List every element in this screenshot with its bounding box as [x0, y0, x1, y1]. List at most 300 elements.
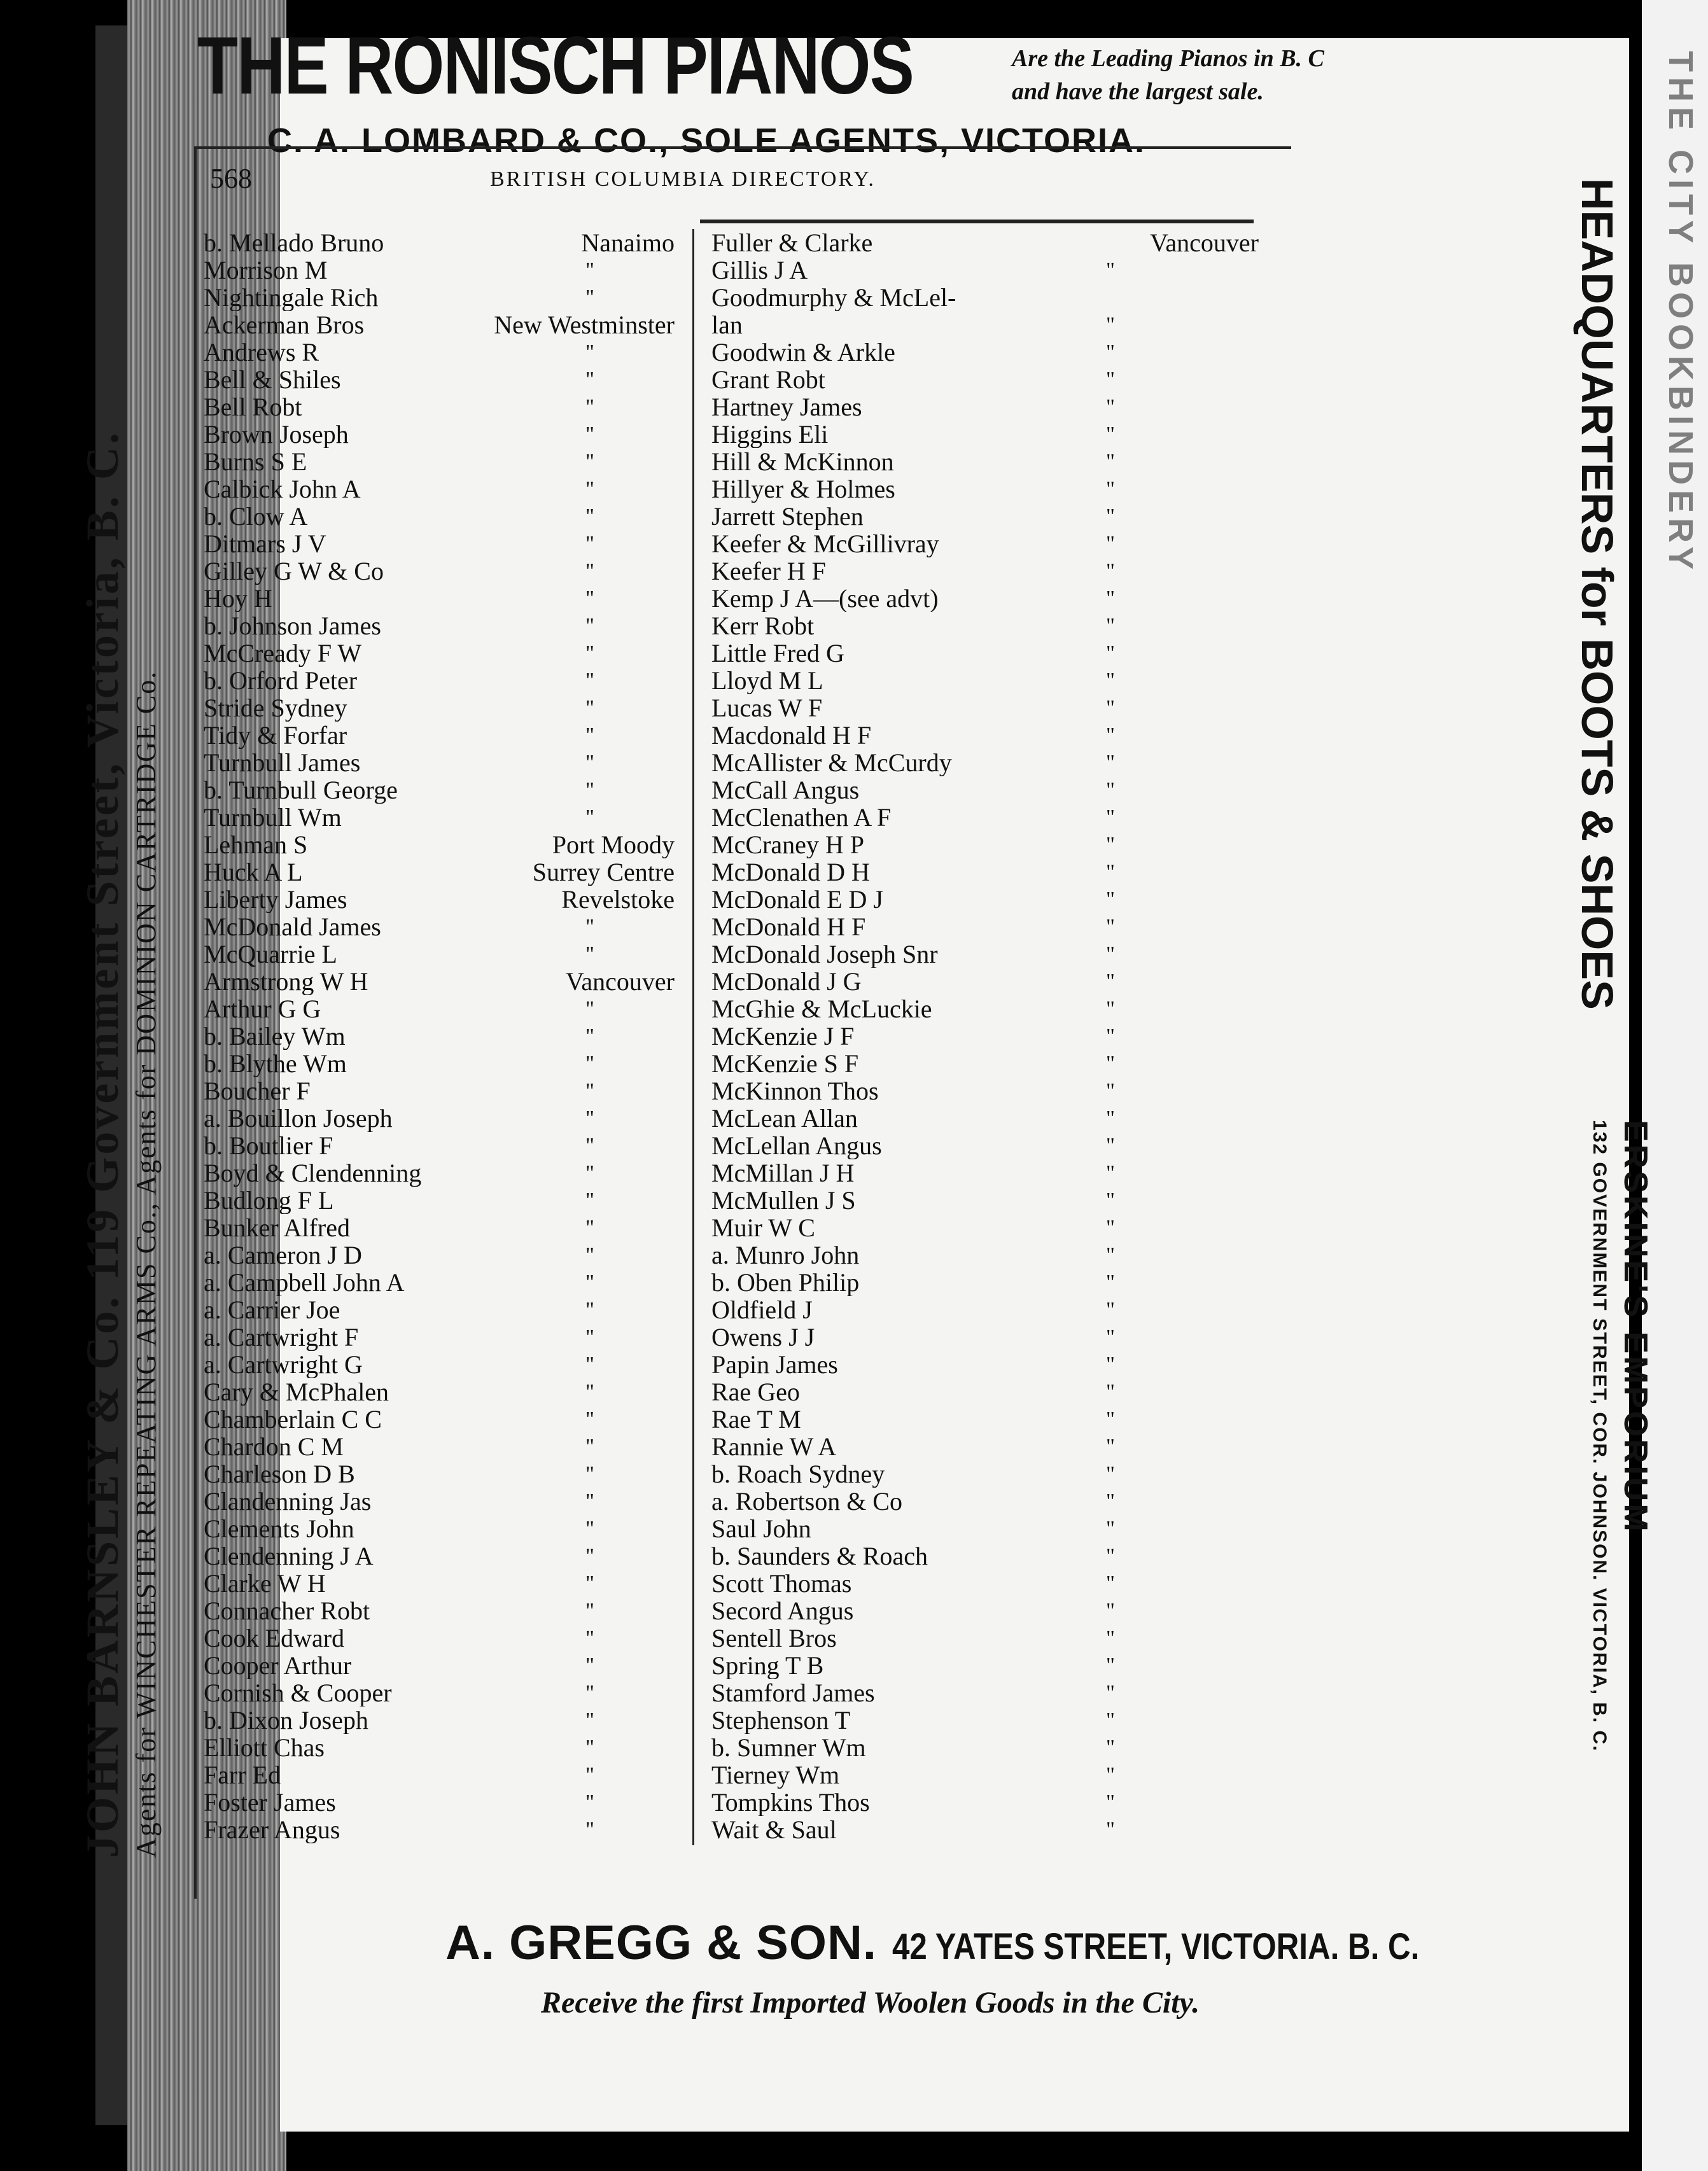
entry-city: ": [585, 1818, 594, 1841]
entry-name: Lucas W F: [711, 694, 823, 722]
entry-name: Bunker Alfred: [204, 1214, 350, 1241]
entry-city: ": [585, 723, 594, 747]
entry-city: ": [1106, 696, 1115, 720]
left-margin-advertisement: [76, 172, 229, 1858]
directory-entry: [711, 1214, 1259, 1241]
entry-name: McDonald H F: [711, 913, 866, 940]
directory-entry: [204, 1077, 675, 1105]
entry-city: ": [585, 942, 594, 966]
directory-entry: [711, 722, 1259, 749]
erskine-emporium-address: 132 GOVERNMENT STREET, COR. JOHNSON. VICTORIA, B. C.: [1589, 1120, 1610, 1752]
entry-city: ": [585, 422, 594, 446]
entry-name: Lehman S: [204, 831, 308, 858]
entry-name: Muir W C: [711, 1214, 815, 1241]
entry-city: ": [585, 1298, 594, 1322]
entry-name: McCall Angus: [711, 776, 860, 804]
entry-name: Clements John: [204, 1515, 354, 1542]
directory-entry: [711, 1023, 1259, 1050]
entry-city: ": [1106, 1490, 1115, 1513]
directory-entry: [204, 639, 675, 667]
entry-city: ": [1106, 1572, 1115, 1595]
entry-name: Cornish & Cooper: [204, 1679, 392, 1707]
adjacent-page-text: THE CITY BOOKBINDERY: [1662, 51, 1700, 575]
directory-entry: [711, 913, 1259, 940]
barnsley-ad-line-2: Agents for WINCHESTER REPEATING ARMS Co., Agents for DOMINION CARTRIDGE Co.: [130, 670, 162, 1858]
entry-name: Liberty James: [204, 886, 347, 913]
entry-name: Turnbull James: [204, 749, 361, 776]
directory-entry: [711, 1515, 1259, 1542]
directory-entry: [204, 311, 675, 339]
barnsley-ad-line-1: JOHN BARNSLEY & Co. 119 Government Street, Victoria, B. C.: [77, 430, 128, 1858]
entry-city: ": [585, 1736, 594, 1759]
entry-name: Little Fred G: [711, 639, 844, 667]
directory-entry: [711, 1187, 1259, 1214]
directory-entry: [711, 1159, 1259, 1187]
entry-city: ": [585, 696, 594, 720]
gregg-firm-name: A. GREGG & SON.: [445, 1916, 877, 1970]
directory-entry: [204, 1570, 675, 1597]
directory-entry: [204, 1707, 675, 1734]
entry-city: ": [585, 1243, 594, 1267]
directory-entry: [204, 475, 675, 503]
directory-entry: [204, 940, 675, 968]
entry-name: Burns S E: [204, 448, 307, 475]
entry-name: a. Bouillon Joseph: [204, 1105, 393, 1132]
entry-name: Arthur G G: [204, 995, 321, 1023]
entry-name: McDonald D H: [711, 858, 870, 886]
directory-entry: [711, 1296, 1259, 1323]
entry-city: ": [1106, 1708, 1115, 1732]
directory-entry: [204, 1132, 675, 1159]
entry-city: ": [1106, 997, 1115, 1021]
entry-city: ": [585, 1024, 594, 1048]
entry-name: Papin James: [711, 1351, 838, 1378]
entry-name: McDonald James: [204, 913, 381, 940]
entry-name: Oldfield J: [711, 1296, 813, 1323]
directory-entry: [204, 1023, 675, 1050]
entry-city: ": [1106, 1654, 1115, 1677]
entry-city: ": [1106, 1736, 1115, 1759]
directory-entry: [204, 503, 675, 530]
page-number: 568: [210, 163, 252, 194]
entry-city: ": [1106, 1024, 1115, 1048]
directory-entry: [204, 421, 675, 448]
entry-name: McGhie & McLuckie: [711, 995, 932, 1023]
entry-city: ": [1106, 1599, 1115, 1623]
entry-city: ": [585, 1517, 594, 1540]
entry-city: ": [585, 669, 594, 692]
entry-name: Tompkins Thos: [711, 1789, 870, 1816]
entry-name: b. Boutlier F: [204, 1132, 333, 1159]
entry-city: ": [585, 477, 594, 501]
directory-entry: [711, 995, 1259, 1023]
directory-entry: [204, 1159, 675, 1187]
entry-name: McLellan Angus: [711, 1132, 882, 1159]
entry-city: ": [585, 532, 594, 555]
entry-city: ": [585, 1407, 594, 1431]
directory-entry: [711, 1761, 1259, 1789]
directory-entry: [204, 557, 675, 585]
entry-city: ": [1106, 559, 1115, 583]
directory-entry: [711, 1323, 1259, 1351]
entry-name: McKenzie S F: [711, 1050, 859, 1077]
entry-name: Calbick John A: [204, 475, 361, 503]
entry-city: ": [1106, 313, 1115, 337]
entry-city: ": [1106, 1325, 1115, 1349]
directory-entry: [204, 1296, 675, 1323]
entry-city: ": [1106, 1544, 1115, 1568]
directory-entry: [204, 1488, 675, 1515]
entry-city: New Westminster: [490, 311, 675, 339]
entry-name: Keefer & McGillivray: [711, 530, 939, 557]
entry-name: Boyd & Clendenning: [204, 1159, 422, 1187]
directory-entry: [204, 1679, 675, 1707]
directory-entry: [711, 1351, 1259, 1378]
column-divider: [692, 229, 694, 1845]
directory-entry: [204, 776, 675, 804]
directory-entry: [204, 1214, 675, 1241]
directory-entry: [204, 1269, 675, 1296]
entry-name: Hill & McKinnon: [711, 448, 894, 475]
entry-city: ": [1106, 1216, 1115, 1239]
gregg-slogan: Receive the first Imported Woolen Goods in the City.: [541, 1986, 1200, 2020]
directory-entry: [204, 1378, 675, 1406]
entry-city: ": [1106, 1134, 1115, 1157]
entry-city: ": [585, 1079, 594, 1103]
directory-entry: [711, 393, 1259, 421]
entry-name: Boucher F: [204, 1077, 311, 1105]
entry-city: ": [1106, 1243, 1115, 1267]
entry-name: Higgins Eli: [711, 421, 829, 448]
entry-name: b. Oben Philip: [711, 1269, 860, 1296]
entry-city: ": [1106, 641, 1115, 665]
directory-entry: [711, 1241, 1259, 1269]
entry-name: Wait & Saul: [711, 1816, 837, 1843]
directory-entry: [711, 284, 1259, 311]
directory-entry: [711, 339, 1259, 366]
entry-city: ": [1106, 422, 1115, 446]
directory-entry: [204, 1789, 675, 1816]
entry-name: b. Johnson James: [204, 612, 381, 639]
entry-name: Stride Sydney: [204, 694, 347, 722]
entry-city: ": [1106, 1763, 1115, 1787]
entry-name: Chamberlain C C: [204, 1406, 382, 1433]
directory-entry: [711, 749, 1259, 776]
entry-city: Revelstoke: [557, 886, 675, 913]
entry-city: ": [1106, 1189, 1115, 1212]
directory-entry: [204, 913, 675, 940]
entry-city: ": [1106, 860, 1115, 884]
directory-entry: [711, 1488, 1259, 1515]
entry-city: ": [1106, 751, 1115, 774]
entry-city: ": [585, 1271, 594, 1294]
entry-city: ": [1106, 505, 1115, 528]
directory-entry: [711, 639, 1259, 667]
entry-name: Hoy H: [204, 585, 272, 612]
entry-city: Surrey Centre: [529, 858, 675, 886]
entry-name: b. Clow A: [204, 503, 308, 530]
entry-city: ": [585, 1681, 594, 1705]
entry-name: McQuarrie L: [204, 940, 337, 968]
right-column: [711, 229, 1259, 1843]
entry-city: ": [1106, 806, 1115, 829]
entry-city: ": [1106, 1106, 1115, 1130]
entry-city: ": [1106, 1791, 1115, 1814]
directory-entry: [711, 1734, 1259, 1761]
entry-name: Keefer H F: [711, 557, 826, 585]
entry-city: ": [1106, 888, 1115, 911]
entry-city: ": [1106, 1161, 1115, 1185]
directory-entry: [711, 366, 1259, 393]
entry-name: Jarrett Stephen: [711, 503, 864, 530]
entry-name: Macdonald H F: [711, 722, 872, 749]
entry-city: ": [585, 1626, 594, 1650]
directory-entry: [204, 1624, 675, 1652]
entry-name: Huck A L: [204, 858, 303, 886]
entry-name: Hillyer & Holmes: [711, 475, 895, 503]
directory-entry: [711, 886, 1259, 913]
entry-city: ": [585, 641, 594, 665]
entry-city: ": [585, 1791, 594, 1814]
directory-entry: [204, 1652, 675, 1679]
directory-entry: [711, 1679, 1259, 1707]
entry-city: ": [1106, 778, 1115, 802]
entry-name: Bell Robt: [204, 393, 302, 421]
entry-name: a. Campbell John A: [204, 1269, 405, 1296]
adjacent-page-strip: [1642, 0, 1708, 2171]
entry-city: ": [585, 1161, 594, 1185]
entry-city: ": [585, 751, 594, 774]
entry-city: ": [585, 1763, 594, 1787]
directory-entry: [204, 858, 675, 886]
entry-city: ": [1106, 1353, 1115, 1376]
entry-name: McDonald J G: [711, 968, 862, 995]
directory-entry: [711, 667, 1259, 694]
directory-entry: [204, 366, 675, 393]
entry-city: ": [1106, 1079, 1115, 1103]
entry-name: b. Dixon Joseph: [204, 1707, 368, 1734]
entry-name: McKinnon Thos: [711, 1077, 879, 1105]
entry-name: Sentell Bros: [711, 1624, 837, 1652]
entry-name: Clarke W H: [204, 1570, 326, 1597]
entry-city: ": [1106, 1517, 1115, 1540]
entry-name: Kemp J A—(see advt): [711, 585, 939, 612]
entry-name: McMullen J S: [711, 1187, 856, 1214]
directory-entry: [204, 1816, 675, 1843]
entry-name: Morrison M: [204, 256, 328, 284]
entry-name: Elliott Chas: [204, 1734, 325, 1761]
piano-agents: C. A. LOMBARD & CO., SOLE AGENTS, VICTORIA.: [267, 122, 1146, 160]
entry-name: Cook Edward: [204, 1624, 345, 1652]
directory-entry: [204, 1105, 675, 1132]
directory-entry: [204, 229, 675, 256]
directory-entry: [204, 1323, 675, 1351]
entry-name: Owens J J: [711, 1323, 815, 1351]
directory-entry: [204, 1515, 675, 1542]
entry-city: ": [585, 559, 594, 583]
entry-name: Tidy & Forfar: [204, 722, 347, 749]
directory-entry: [204, 1597, 675, 1624]
entry-name: a. Robertson & Co: [711, 1488, 902, 1515]
entry-city: ": [1106, 1462, 1115, 1486]
directory-entry: [204, 1460, 675, 1488]
entry-city: ": [585, 1216, 594, 1239]
directory-entry: [711, 1816, 1259, 1843]
top-advertisement: [197, 19, 1343, 160]
entry-name: Bell & Shiles: [204, 366, 341, 393]
directory-entry: [204, 1187, 675, 1214]
entry-city: Vancouver: [1146, 229, 1259, 256]
entry-name: Armstrong W H: [204, 968, 368, 995]
directory-entry: [204, 722, 675, 749]
entry-city: ": [1106, 723, 1115, 747]
entry-city: ": [1106, 477, 1115, 501]
entry-city: ": [585, 1325, 594, 1349]
entry-city: ": [585, 258, 594, 282]
entry-name: Clendenning J A: [204, 1542, 374, 1570]
directory-entry: [711, 1789, 1259, 1816]
boots-shoes-ad: HEADQUARTERS for BOOTS & SHOES: [1572, 178, 1622, 1010]
entry-name: Stephenson T: [711, 1707, 851, 1734]
entry-name: Hartney James: [711, 393, 862, 421]
entry-city: ": [1106, 1380, 1115, 1404]
directory-entry: [711, 1269, 1259, 1296]
directory-entry: [204, 1433, 675, 1460]
entry-city: Vancouver: [562, 968, 675, 995]
entry-name: Scott Thomas: [711, 1570, 852, 1597]
directory-entry: [711, 831, 1259, 858]
entry-name: Lloyd M L: [711, 667, 823, 694]
directory-entry: [204, 530, 675, 557]
entry-name: b. Orford Peter: [204, 667, 358, 694]
entry-city: ": [585, 395, 594, 419]
directory-entry: [711, 1433, 1259, 1460]
entry-city: ": [1106, 1298, 1115, 1322]
directory-entry: [711, 612, 1259, 639]
right-margin-advertisement-bottom: [1495, 1120, 1654, 1883]
entry-name: Rae Geo: [711, 1378, 800, 1406]
entry-name: b. Sumner Wm: [711, 1734, 866, 1761]
entry-name: Gillis J A: [711, 256, 808, 284]
entry-city: ": [585, 1654, 594, 1677]
directory-entry: [204, 256, 675, 284]
entry-city: ": [1106, 587, 1115, 610]
entry-city: ": [1106, 1818, 1115, 1841]
directory-entry: [204, 667, 675, 694]
entry-name: Gilley G W & Co: [204, 557, 384, 585]
entry-city: ": [1106, 614, 1115, 638]
entry-name: McKenzie J F: [711, 1023, 855, 1050]
entry-city: ": [585, 806, 594, 829]
directory-entry: [711, 229, 1259, 256]
entry-city: ": [1106, 1435, 1115, 1458]
entry-city: ": [585, 997, 594, 1021]
directory-entry: [711, 503, 1259, 530]
entry-name: Ackerman Bros: [204, 311, 365, 339]
entry-name: b. Mellado Bruno: [204, 229, 384, 256]
entry-name: Connacher Robt: [204, 1597, 370, 1624]
entry-name: McDonald E D J: [711, 886, 883, 913]
entry-city: ": [1106, 1681, 1115, 1705]
directory-entry: [204, 831, 675, 858]
directory-entry: [204, 1406, 675, 1433]
directory-entry: [711, 1050, 1259, 1077]
directory-entry: [204, 749, 675, 776]
page-header: [210, 162, 1292, 207]
entry-name: Nightingale Rich: [204, 284, 379, 311]
entry-city: ": [1106, 1626, 1115, 1650]
entry-name: Charleson D B: [204, 1460, 355, 1488]
entry-city: ": [1106, 970, 1115, 993]
entry-name: Saul John: [711, 1515, 811, 1542]
directory-entry: [204, 804, 675, 831]
entry-name: b. Blythe Wm: [204, 1050, 347, 1077]
entry-city: ": [1106, 368, 1115, 391]
directory-entry: [711, 448, 1259, 475]
entry-city: ": [1106, 669, 1115, 692]
entry-name: b. Turnbull George: [204, 776, 398, 804]
entry-name: a. Munro John: [711, 1241, 860, 1269]
directory-entry: [711, 1378, 1259, 1406]
directory-entry: [711, 1132, 1259, 1159]
entry-city: ": [585, 587, 594, 610]
entry-name: a. Cartwright F: [204, 1323, 359, 1351]
entry-name: a. Cameron J D: [204, 1241, 362, 1269]
entry-name: Turnbull Wm: [204, 804, 342, 831]
entry-name: b. Saunders & Roach: [711, 1542, 928, 1570]
directory-entry: [711, 1597, 1259, 1624]
entry-city: ": [585, 1189, 594, 1212]
directory-entry: [711, 256, 1259, 284]
entry-city: ": [585, 1435, 594, 1458]
entry-name: Rae T M: [711, 1406, 801, 1433]
directory-entry: [711, 557, 1259, 585]
entry-city: ": [585, 1572, 594, 1595]
directory-entry: [204, 694, 675, 722]
entry-city: ": [585, 505, 594, 528]
directory-entry: [204, 339, 675, 366]
directory-entry: [711, 1652, 1259, 1679]
entry-city: ": [585, 286, 594, 309]
entry-city: ": [585, 778, 594, 802]
entry-city: ": [585, 340, 594, 364]
entry-name: Cooper Arthur: [204, 1652, 352, 1679]
entry-name: a. Cartwright G: [204, 1351, 363, 1378]
directory-entry: [711, 585, 1259, 612]
entry-name: Clandenning Jas: [204, 1488, 372, 1515]
entry-city: ": [585, 1599, 594, 1623]
directory-entry: [711, 421, 1259, 448]
directory-entry: [711, 1707, 1259, 1734]
entry-city: ": [1106, 340, 1115, 364]
entry-city: ": [585, 1106, 594, 1130]
entry-city: ": [585, 1353, 594, 1376]
entry-city: ": [1106, 395, 1115, 419]
directory-entry: [711, 1542, 1259, 1570]
entry-city: Port Moody: [549, 831, 675, 858]
entry-city: ": [585, 1708, 594, 1732]
entry-city: ": [1106, 942, 1115, 966]
entry-city: ": [1106, 1052, 1115, 1075]
entry-name: Secord Angus: [711, 1597, 854, 1624]
entry-name: Fuller & Clarke: [711, 229, 873, 256]
left-column: [204, 229, 675, 1843]
directory-entry: [204, 968, 675, 995]
gregg-address: 42 YATES STREET, VICTORIA. B. C.: [892, 1926, 1420, 1967]
entry-city: ": [1106, 833, 1115, 856]
right-margin-advertisement-top: [1476, 178, 1622, 1069]
entry-city: ": [1106, 915, 1115, 939]
